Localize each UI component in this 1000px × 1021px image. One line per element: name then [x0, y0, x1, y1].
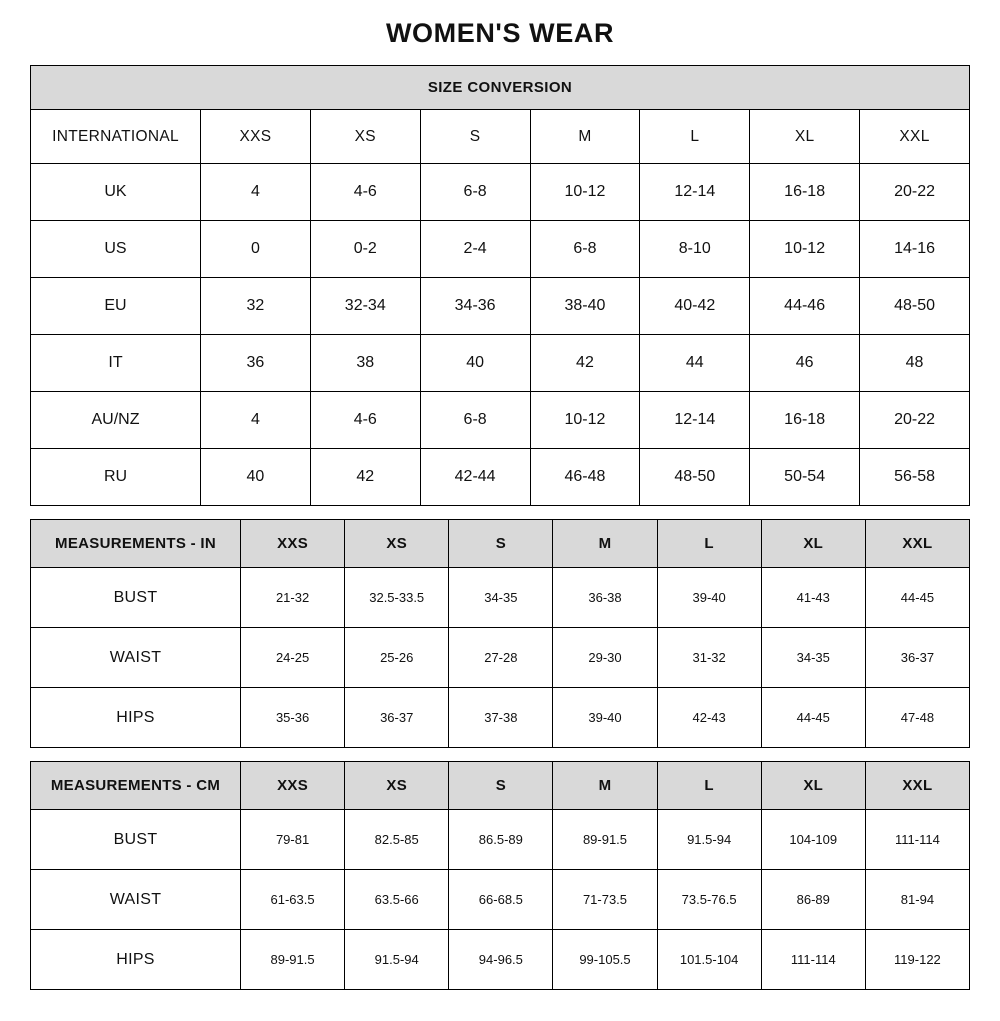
- column-header: XXL: [865, 762, 969, 810]
- cell-value: 42: [530, 335, 640, 392]
- cell-value: 39-40: [657, 568, 761, 628]
- cell-value: 4-6: [310, 164, 420, 221]
- cell-value: 32.5-33.5: [345, 568, 449, 628]
- cell-value: 34-36: [420, 278, 530, 335]
- cell-value: 46: [750, 335, 860, 392]
- row-label: RU: [31, 449, 201, 506]
- cell-value: 89-91.5: [553, 810, 657, 870]
- cell-value: 0-2: [310, 221, 420, 278]
- cell-value: 91.5-94: [657, 810, 761, 870]
- cell-value: 42: [310, 449, 420, 506]
- column-header: XS: [310, 110, 420, 164]
- row-label: HIPS: [31, 688, 241, 748]
- column-header: M: [553, 762, 657, 810]
- column-header: L: [657, 762, 761, 810]
- column-header: S: [449, 762, 553, 810]
- cell-value: 4-6: [310, 392, 420, 449]
- column-header: XXL: [865, 520, 969, 568]
- cell-value: 48: [860, 335, 970, 392]
- measurements-in-title: MEASUREMENTS - IN: [31, 520, 241, 568]
- cell-value: 81-94: [865, 870, 969, 930]
- cell-value: 21-32: [241, 568, 345, 628]
- cell-value: 16-18: [750, 392, 860, 449]
- row-label: BUST: [31, 568, 241, 628]
- cell-value: 35-36: [241, 688, 345, 748]
- cell-value: 44-45: [865, 568, 969, 628]
- table-row: [31, 688, 970, 748]
- table-row: [31, 164, 970, 221]
- cell-value: 86.5-89: [449, 810, 553, 870]
- cell-value: 99-105.5: [553, 930, 657, 990]
- table-row: [31, 810, 970, 870]
- cell-value: 36-37: [345, 688, 449, 748]
- row-label: BUST: [31, 810, 241, 870]
- cell-value: 36-38: [553, 568, 657, 628]
- cell-value: 38: [310, 335, 420, 392]
- cell-value: 27-28: [449, 628, 553, 688]
- column-header: S: [449, 520, 553, 568]
- cell-value: 36: [201, 335, 311, 392]
- cell-value: 50-54: [750, 449, 860, 506]
- cell-value: 14-16: [860, 221, 970, 278]
- cell-value: 46-48: [530, 449, 640, 506]
- column-header: XS: [345, 520, 449, 568]
- cell-value: 20-22: [860, 392, 970, 449]
- cell-value: 119-122: [865, 930, 969, 990]
- column-header: M: [553, 520, 657, 568]
- cell-value: 89-91.5: [241, 930, 345, 990]
- cell-value: 94-96.5: [449, 930, 553, 990]
- table-row: [31, 449, 970, 506]
- column-header: INTERNATIONAL: [31, 110, 201, 164]
- row-label: WAIST: [31, 628, 241, 688]
- cell-value: 66-68.5: [449, 870, 553, 930]
- size-conversion-table: [30, 65, 970, 506]
- column-header: XXS: [201, 110, 311, 164]
- cell-value: 48-50: [860, 278, 970, 335]
- table-row: [31, 762, 970, 810]
- cell-value: 6-8: [530, 221, 640, 278]
- row-label: EU: [31, 278, 201, 335]
- cell-value: 34-35: [449, 568, 553, 628]
- cell-value: 10-12: [530, 164, 640, 221]
- cell-value: 41-43: [761, 568, 865, 628]
- cell-value: 34-35: [761, 628, 865, 688]
- cell-value: 0: [201, 221, 311, 278]
- cell-value: 44-46: [750, 278, 860, 335]
- cell-value: 12-14: [640, 164, 750, 221]
- cell-value: 91.5-94: [345, 930, 449, 990]
- cell-value: 8-10: [640, 221, 750, 278]
- cell-value: 38-40: [530, 278, 640, 335]
- cell-value: 56-58: [860, 449, 970, 506]
- cell-value: 111-114: [761, 930, 865, 990]
- cell-value: 24-25: [241, 628, 345, 688]
- cell-value: 32: [201, 278, 311, 335]
- cell-value: 6-8: [420, 164, 530, 221]
- cell-value: 40: [201, 449, 311, 506]
- cell-value: 104-109: [761, 810, 865, 870]
- cell-value: 36-37: [865, 628, 969, 688]
- column-header: L: [657, 520, 761, 568]
- cell-value: 37-38: [449, 688, 553, 748]
- cell-value: 48-50: [640, 449, 750, 506]
- cell-value: 4: [201, 392, 311, 449]
- table-row: [31, 520, 970, 568]
- column-header: XL: [761, 762, 865, 810]
- column-header: XXL: [860, 110, 970, 164]
- measurements-cm-table: [30, 761, 970, 990]
- cell-value: 40: [420, 335, 530, 392]
- cell-value: 42-43: [657, 688, 761, 748]
- cell-value: 44-45: [761, 688, 865, 748]
- cell-value: 25-26: [345, 628, 449, 688]
- cell-value: 12-14: [640, 392, 750, 449]
- table-row: [31, 221, 970, 278]
- column-header: M: [530, 110, 640, 164]
- table-row: [31, 628, 970, 688]
- cell-value: 61-63.5: [241, 870, 345, 930]
- column-header: XXS: [241, 520, 345, 568]
- cell-value: 20-22: [860, 164, 970, 221]
- table-row: [31, 568, 970, 628]
- cell-value: 10-12: [530, 392, 640, 449]
- cell-value: 101.5-104: [657, 930, 761, 990]
- size-conversion-title: SIZE CONVERSION: [31, 66, 970, 110]
- cell-value: 73.5-76.5: [657, 870, 761, 930]
- column-header: XL: [750, 110, 860, 164]
- cell-value: 82.5-85: [345, 810, 449, 870]
- cell-value: 6-8: [420, 392, 530, 449]
- row-label: US: [31, 221, 201, 278]
- column-header: XXS: [241, 762, 345, 810]
- cell-value: 29-30: [553, 628, 657, 688]
- row-label: UK: [31, 164, 201, 221]
- cell-value: 31-32: [657, 628, 761, 688]
- table-row: [31, 392, 970, 449]
- row-label: AU/NZ: [31, 392, 201, 449]
- cell-value: 39-40: [553, 688, 657, 748]
- cell-value: 79-81: [241, 810, 345, 870]
- row-label: WAIST: [31, 870, 241, 930]
- cell-value: 71-73.5: [553, 870, 657, 930]
- cell-value: 42-44: [420, 449, 530, 506]
- cell-value: 10-12: [750, 221, 860, 278]
- page-title: WOMEN'S WEAR: [385, 18, 615, 48]
- table-row: [31, 278, 970, 335]
- table-row: [31, 335, 970, 392]
- cell-value: 63.5-66: [345, 870, 449, 930]
- table-row: [31, 870, 970, 930]
- cell-value: 16-18: [750, 164, 860, 221]
- cell-value: 86-89: [761, 870, 865, 930]
- measurements-cm-title: MEASUREMENTS - CM: [31, 762, 241, 810]
- row-label: HIPS: [31, 930, 241, 990]
- column-header: S: [420, 110, 530, 164]
- column-header: XL: [761, 520, 865, 568]
- cell-value: 47-48: [865, 688, 969, 748]
- measurements-in-table: [30, 519, 970, 748]
- cell-value: 4: [201, 164, 311, 221]
- cell-value: 2-4: [420, 221, 530, 278]
- column-header: XS: [345, 762, 449, 810]
- column-header: L: [640, 110, 750, 164]
- cell-value: 111-114: [865, 810, 969, 870]
- cell-value: 32-34: [310, 278, 420, 335]
- cell-value: 40-42: [640, 278, 750, 335]
- table-row: [31, 110, 970, 164]
- row-label: IT: [31, 335, 201, 392]
- table-row: [31, 930, 970, 990]
- cell-value: 44: [640, 335, 750, 392]
